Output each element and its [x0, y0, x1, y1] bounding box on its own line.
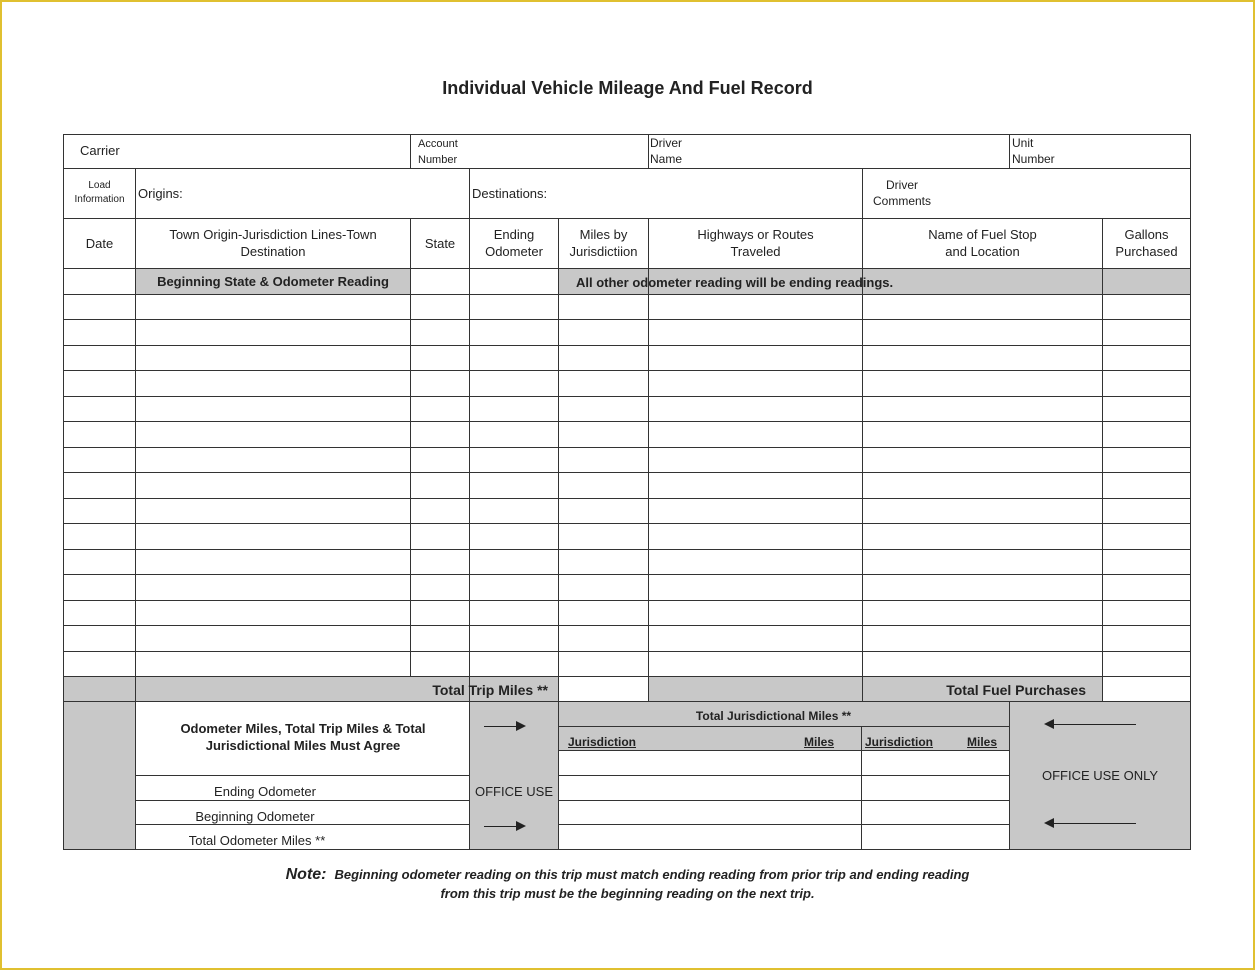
- left-arrow-icon: [1044, 719, 1054, 729]
- unit-number-label: [1012, 135, 1055, 167]
- col-miles-by-jurisdiction: [559, 226, 648, 260]
- comments-label-line1: Driver: [886, 178, 918, 192]
- note-text-line1: Beginning odometer reading on this trip must match ending reading from prior trip and ending reading: [334, 867, 970, 882]
- col-date: Date: [85, 236, 114, 251]
- unit-label-line1: Unit: [1012, 136, 1034, 150]
- load-label-line2: Information: [74, 194, 125, 205]
- agree-instruction: [136, 720, 470, 754]
- col-hwy-line2: Traveled: [730, 244, 781, 259]
- note-text-line2: from this trip must be the beginning reading on the next trip.: [440, 886, 815, 901]
- col-gal-line1: Gallons: [1124, 227, 1169, 242]
- col-odo-line2: Odometer: [485, 244, 543, 259]
- col-gal-line2: Purchased: [1115, 244, 1178, 259]
- note-line1: [0, 866, 1255, 884]
- col-odo-line1: Ending: [493, 227, 535, 242]
- driver-label-line2: Name: [650, 152, 683, 166]
- agree-line1: Odometer Miles, Total Trip Miles & Total: [180, 721, 426, 736]
- driver-comments-label: [866, 177, 938, 209]
- col-miles-line1: Miles by: [579, 227, 628, 242]
- origins-label: Origins:: [138, 186, 183, 201]
- form-title: Individual Vehicle Mileage And Fuel Record: [442, 78, 813, 98]
- load-label-line1: Load: [88, 180, 111, 191]
- left-arrow-icon: [1044, 818, 1054, 828]
- note-label: Note:: [285, 866, 327, 883]
- col-state: State: [424, 236, 456, 251]
- right-arrow-icon: [516, 821, 526, 831]
- col-fuel-stop: [863, 226, 1102, 260]
- col-fuel-line2: and Location: [945, 244, 1020, 259]
- driver-name-label: [650, 135, 682, 167]
- miles-header-left: Miles: [804, 735, 835, 749]
- beginning-odometer-label: Beginning Odometer: [195, 809, 315, 824]
- arrow-left-top: [1052, 724, 1136, 725]
- account-label-line1: Account: [418, 138, 458, 150]
- jurisdiction-header-left: Jurisdiction: [568, 735, 637, 749]
- account-label-line2: Number: [418, 154, 458, 166]
- office-use-label: OFFICE USE: [474, 784, 553, 799]
- col-gallons-purchased: [1103, 226, 1190, 260]
- driver-label-line1: Driver: [650, 136, 682, 150]
- totals-date-shade: [64, 677, 136, 701]
- col-highways-routes: [649, 226, 862, 260]
- total-fuel-purchases-label: Total Fuel Purchases: [946, 682, 1086, 698]
- col-town: [136, 226, 410, 260]
- comments-label-line2: Comments: [872, 194, 931, 208]
- totals-mid-shade: [648, 677, 863, 701]
- banner-beginning-reading: Beginning State & Odometer Reading: [157, 274, 389, 289]
- office-use-only-label: OFFICE USE ONLY: [1041, 768, 1159, 783]
- col-fuel-line1: Name of Fuel Stop: [928, 227, 1037, 242]
- agree-line2: Jurisdictional Miles Must Agree: [205, 738, 401, 753]
- unit-label-line2: Number: [1012, 152, 1055, 166]
- total-jurisdictional-miles-label: Total Jurisdictional Miles **: [695, 709, 852, 723]
- total-odometer-miles-label: Total Odometer Miles **: [188, 833, 326, 848]
- miles-header-right: Miles: [967, 735, 998, 749]
- right-arrow-icon: [516, 721, 526, 731]
- col-hwy-line1: Highways or Routes: [697, 227, 814, 242]
- col-ending-odometer: [470, 226, 558, 260]
- load-information-label: [64, 179, 135, 207]
- arrow-left-bottom: [1052, 823, 1136, 824]
- carrier-label: Carrier: [80, 143, 120, 158]
- total-trip-miles-label: Total Trip Miles **: [432, 682, 548, 698]
- footer-note: [0, 866, 1255, 901]
- col-town-line2: Destination: [240, 244, 306, 259]
- col-miles-line2: Jurisdictiion: [569, 244, 638, 259]
- account-number-label: [418, 137, 458, 167]
- jurisdiction-header-right: Jurisdiction: [865, 735, 934, 749]
- banner-other-readings: All other odometer reading will be ending readings.: [576, 275, 894, 290]
- destinations-label: Destinations:: [472, 186, 548, 201]
- ending-odometer-label: Ending Odometer: [214, 784, 316, 799]
- col-town-line1: Town Origin-Jurisdiction Lines-Town: [169, 227, 377, 242]
- summary-left-shade: [64, 701, 136, 849]
